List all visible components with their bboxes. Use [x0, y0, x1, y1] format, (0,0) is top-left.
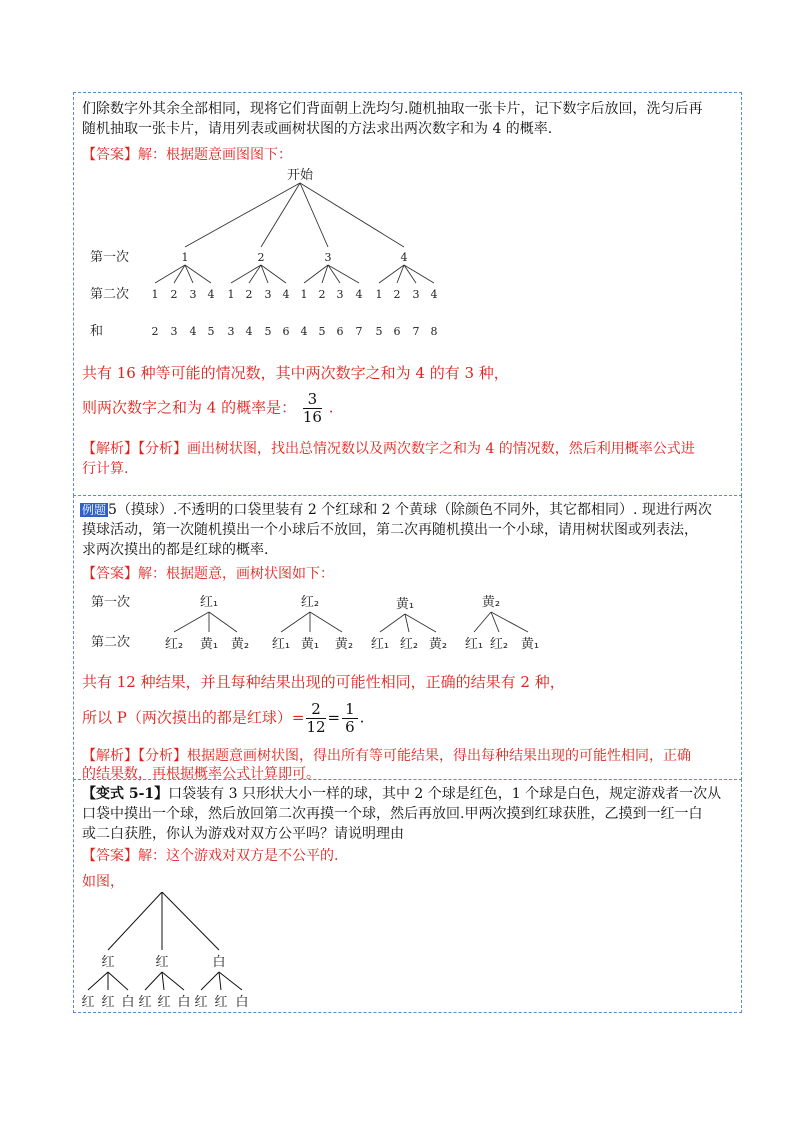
problem3-answer — [82, 846, 338, 866]
problem2-result1: 共有 12 种结果，并且每种结果出现的可能性相同，正确的结果有 2 种， — [82, 673, 565, 691]
tree-sum-row — [152, 325, 438, 338]
tree-child-node: 黄₁ — [199, 637, 219, 652]
tree-child-node: 红₁ — [464, 637, 484, 652]
example-number: 5 — [108, 502, 117, 518]
answer-label: 【答案】 — [82, 147, 138, 163]
answer-label: 【答案】 — [82, 566, 138, 582]
tree-second-node: 2 — [245, 288, 253, 301]
tree-second-node: 4 — [355, 288, 363, 301]
result2-post: . — [359, 708, 365, 727]
problem1-answer — [82, 145, 292, 165]
problem3-intro-line2: 口袋中摸出一个球，然后放回第二次再摸一个球，然后再放回.甲两次摸到红球获胜，乙摸到一红一白 — [82, 806, 703, 822]
equals-sign: = — [327, 708, 341, 727]
tree-sum: 5 — [375, 325, 383, 338]
analysis-label: 【解析】【分析】 — [82, 748, 187, 764]
tree-sum: 3 — [227, 325, 235, 338]
answer-text: 解：根据题意画图图下： — [138, 147, 292, 163]
problem2-intro-line2: 摸球活动，第一次随机摸出一个小球后不放回，第二次再随机摸出一个小球，请用树状图或列表法， — [82, 522, 698, 538]
tree-second-node: 红 — [157, 995, 171, 1010]
fraction-denominator: 12 — [306, 718, 326, 736]
tree-second-node: 3 — [412, 288, 420, 301]
problem1-intro-line1: 们除数字外其余全部相同，现将它们背面朝上洗均匀.随机抽取一张卡片，记下数字后放回，洗匀后再 — [82, 101, 703, 117]
problem1-intro-line2: 随机抽取一张卡片，请用列表或画树状图的方法求出两次数字和为 4 的概率. — [82, 121, 553, 137]
problem2-box — [73, 495, 742, 780]
tree-child-node: 红₂ — [164, 637, 184, 652]
tree-second-node: 3 — [264, 288, 272, 301]
tree-child-node: 黄₂ — [334, 637, 354, 652]
result2-pre: 所以 P（两次摸出的都是红球）= — [82, 708, 305, 727]
tree-root: 开始 — [286, 168, 314, 183]
tree-sum: 6 — [393, 325, 401, 338]
tree-parent-node: 黄₁ — [395, 597, 415, 612]
tree-first-node: 红 — [155, 955, 169, 970]
tree-child-node: 黄₁ — [300, 637, 320, 652]
tree-row1-label: 第一次 — [90, 250, 130, 265]
tree-child-node: 黄₂ — [428, 637, 448, 652]
problem1-analysis-line2: 行计算. — [82, 461, 129, 477]
tree-child-node: 红₂ — [489, 637, 509, 652]
tree-sum: 7 — [355, 325, 363, 338]
tree-parent-node: 红₁ — [199, 595, 219, 610]
tree-sum: 5 — [264, 325, 272, 338]
problem3-figure-text: 如图， — [82, 874, 124, 890]
tree-first-node: 红 — [101, 955, 115, 970]
tree-row3-label: 和 — [90, 324, 104, 339]
fraction-numerator: 2 — [306, 701, 325, 719]
analysis-label: 【解析】【分析】 — [82, 441, 187, 457]
problem1-box — [73, 92, 742, 496]
tree-second-node: 1 — [375, 288, 383, 301]
tree-sum: 8 — [430, 325, 438, 338]
tree-row2-label: 第二次 — [91, 635, 131, 650]
tree-second-node: 4 — [430, 288, 438, 301]
tree-second-node: 1 — [300, 288, 308, 301]
tree-second-node: 白 — [121, 995, 135, 1010]
fraction-numerator: 1 — [342, 701, 358, 719]
problem2-answer — [82, 564, 334, 584]
problem1-result2 — [82, 391, 334, 426]
answer-label: 【答案】 — [82, 848, 138, 864]
tree-sum: 6 — [336, 325, 344, 338]
fraction-numerator: 3 — [303, 391, 322, 409]
tree-child-node: 红₁ — [271, 637, 291, 652]
tree-first-node: 4 — [400, 251, 408, 264]
tree-second-node: 红 — [81, 995, 95, 1010]
tree-second-node: 4 — [282, 288, 290, 301]
tree-child-node: 红₁ — [370, 637, 390, 652]
problem2-intro-line3: 求两次摸出的都是红球的概率. — [82, 542, 269, 558]
tree-second-node: 白 — [177, 995, 191, 1010]
problem3-box — [73, 779, 742, 1013]
problem3-tree-diagram — [74, 892, 274, 1012]
problem1-result1: 共有 16 种等可能的情况数，其中两次数字之和为 4 的有 3 种， — [82, 364, 509, 382]
tree-first-node: 1 — [181, 251, 189, 264]
problem2-result2 — [82, 701, 364, 736]
tree-second-node: 红 — [101, 995, 115, 1010]
answer-text: 解：根据题意，画树状图如下： — [138, 566, 334, 582]
result2-pre: 则两次数字之和为 4 的概率是： — [82, 398, 297, 417]
tree-second-node: 白 — [235, 995, 249, 1010]
tree-sum: 4 — [245, 325, 253, 338]
tree-child-node: 黄₁ — [520, 637, 540, 652]
tree-second-node: 1 — [227, 288, 235, 301]
tree-parent-node: 黄₂ — [481, 595, 501, 610]
intro-text: （摸球）.不透明的口袋里装有 2 个红球和 2 个黄球（除颜色不同外，其它都相同）. 现进行两次 — [116, 502, 712, 518]
intro-text: 口袋装有 3 只形状大小一样的球，其中 2 个球是红色，1 个球是白色，规定游戏者一次从 — [168, 786, 722, 802]
tree-sum: 4 — [189, 325, 197, 338]
tree-row2-label: 第二次 — [90, 287, 130, 302]
result2-post: . — [328, 398, 334, 417]
probability-fraction-2 — [342, 701, 358, 736]
tree-second-node: 红 — [194, 995, 208, 1010]
tree-second-node: 红 — [214, 995, 228, 1010]
tree-sum: 7 — [412, 325, 420, 338]
probability-fraction — [303, 391, 322, 426]
problem3-intro-line1 — [82, 784, 721, 804]
tree-second-node: 2 — [393, 288, 401, 301]
tree-sum: 2 — [151, 325, 159, 338]
problem2-tree-diagram — [74, 588, 554, 658]
problem1-analysis-line1 — [82, 439, 695, 459]
tree-sum: 5 — [207, 325, 215, 338]
tree-second-node: 1 — [151, 288, 159, 301]
tree-sum: 3 — [170, 325, 178, 338]
tree-sum: 5 — [318, 325, 326, 338]
problem1-tree-diagram — [74, 163, 494, 353]
probability-fraction-1 — [306, 701, 325, 736]
fraction-denominator: 6 — [345, 718, 355, 736]
answer-text: 解：这个游戏对双方是不公平的. — [138, 848, 339, 864]
tree-second-node: 2 — [170, 288, 178, 301]
example-tag: 例题 — [82, 503, 107, 517]
tree-first-node: 2 — [257, 251, 265, 264]
tree-second-node: 3 — [189, 288, 197, 301]
tree-child-node: 黄₂ — [230, 637, 250, 652]
tree-second-node: 3 — [336, 288, 344, 301]
problem2-intro-line1 — [80, 500, 712, 520]
tree-first-node: 3 — [324, 251, 332, 264]
tree-parent-node: 红₂ — [300, 595, 320, 610]
analysis-text: 根据题意画树状图，得出所有等可能结果，得出每种结果出现的可能性相同，正确 — [187, 748, 691, 764]
tree-second-node: 4 — [207, 288, 215, 301]
tree-row1-label: 第一次 — [91, 595, 131, 610]
tree-sum: 4 — [300, 325, 308, 338]
analysis-text: 画出树状图，找出总情况数以及两次数字之和为 4 的情况数，然后利用概率公式进 — [187, 441, 695, 457]
problem2-analysis-line1 — [82, 746, 691, 766]
variant-label: 【变式 5-1】 — [82, 786, 169, 802]
problem3-intro-line3: 或二白获胜，你认为游戏对双方公平吗？请说明理由 — [82, 826, 404, 842]
tree-first-node: 白 — [212, 955, 226, 970]
tree-sum: 6 — [282, 325, 290, 338]
tree-second-node: 红 — [138, 995, 152, 1010]
tree-second-node: 2 — [318, 288, 326, 301]
tree-second-row — [152, 288, 438, 301]
fraction-denominator: 16 — [302, 408, 322, 426]
tree-child-node: 红₂ — [399, 637, 419, 652]
problem2-analysis-line2: 的结果数，再根据概率公式计算即可。 — [82, 766, 320, 782]
